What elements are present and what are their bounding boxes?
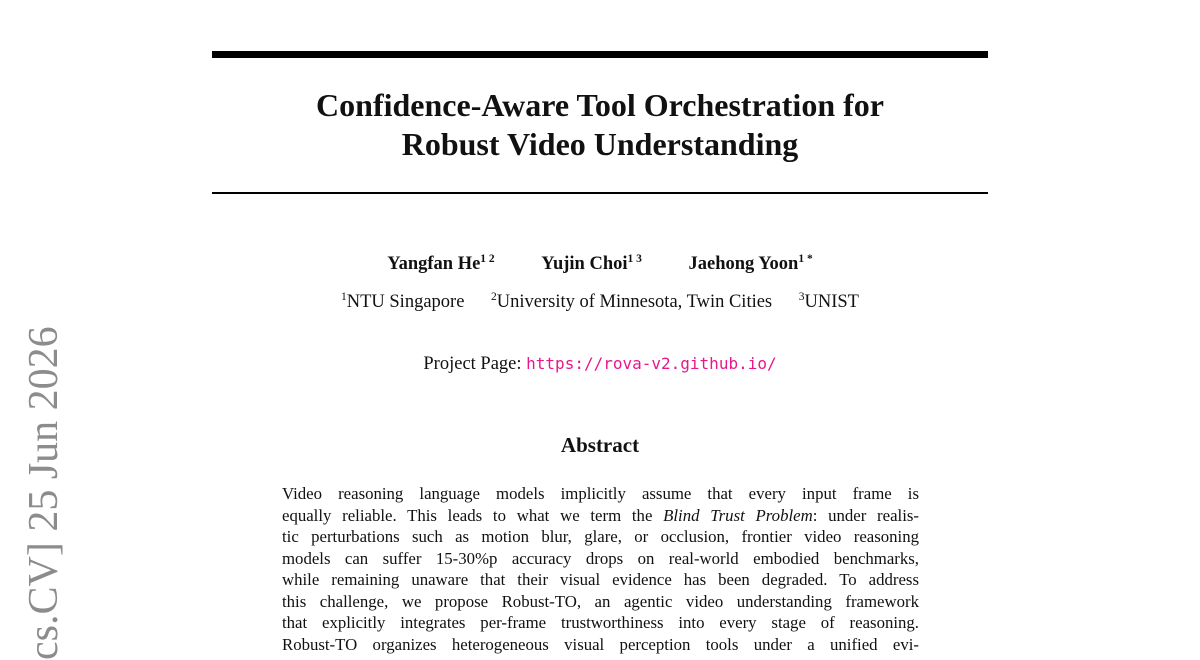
- affiliation-1: [341, 285, 464, 314]
- project-page-label: Project Page:: [423, 354, 522, 374]
- affiliation-list: [212, 285, 988, 314]
- author-marks: 1 2: [480, 253, 495, 265]
- abstract-text: equally reliable. This leads to what we term the: [282, 505, 653, 525]
- paper-title: [212, 86, 988, 164]
- abstract-line: tic perturbations such as motion blur, glare, or occlusion, frontier video reasoning: [282, 527, 919, 546]
- abstract-line: while remaining unaware that their visual evidence has been degraded. To address: [282, 570, 919, 589]
- affiliation-name: NTU Singapore: [346, 292, 465, 312]
- abstract-line: [282, 505, 919, 527]
- author-marks: 1 3: [627, 253, 642, 265]
- abstract-line: that explicitly integrates per-frame trustworthiness into every stage of reasoning.: [282, 613, 919, 632]
- author-name: Yujin Choi: [541, 254, 628, 274]
- author-1: [387, 247, 494, 276]
- project-page: [212, 352, 988, 376]
- title-top-rule: [212, 51, 988, 58]
- paper-title-line-1: Confidence-Aware Tool Orchestration for: [316, 87, 884, 123]
- abstract-line: Robust-TO organizes heterogeneous visual perception tools under a unified evi-: [282, 634, 919, 654]
- affiliation-2: [491, 285, 772, 314]
- affiliation-3: [799, 285, 859, 314]
- paper-title-line-2: Robust Video Understanding: [401, 126, 799, 162]
- abstract-line: this challenge, we propose Robust-TO, an agentic video understanding framework: [282, 591, 919, 611]
- abstract-text: : under realis-: [812, 505, 919, 525]
- author-list: [212, 247, 988, 276]
- title-bottom-rule: [212, 192, 988, 194]
- blind-trust-term: Blind Trust Problem: [663, 505, 813, 525]
- arxiv-identifier-stamp: cs.CV] 25 Jun 2026: [21, 326, 67, 660]
- project-page-link[interactable]: https://rova-v2.github.io/: [526, 354, 777, 373]
- affiliation-name: UNIST: [804, 292, 859, 312]
- abstract-heading: Abstract: [560, 433, 640, 457]
- abstract-line: models can suffer 15-30%p accuracy drops on real-world embodied benchmarks,: [282, 548, 919, 568]
- affiliation-name: University of Minnesota, Twin Cities: [496, 292, 773, 312]
- author-name: Yangfan He: [387, 254, 481, 274]
- affiliation-mark: 3: [798, 291, 805, 303]
- author-3: [689, 247, 813, 276]
- affiliation-mark: 1: [341, 291, 347, 303]
- abstract-line: Video reasoning language models implicitly assume that every input frame is: [282, 484, 919, 503]
- affiliation-mark: 2: [491, 291, 497, 303]
- author-marks: 1 *: [798, 253, 813, 265]
- abstract-body: [282, 483, 919, 655]
- author-2: [541, 247, 642, 276]
- author-name: Jaehong Yoon: [688, 254, 799, 274]
